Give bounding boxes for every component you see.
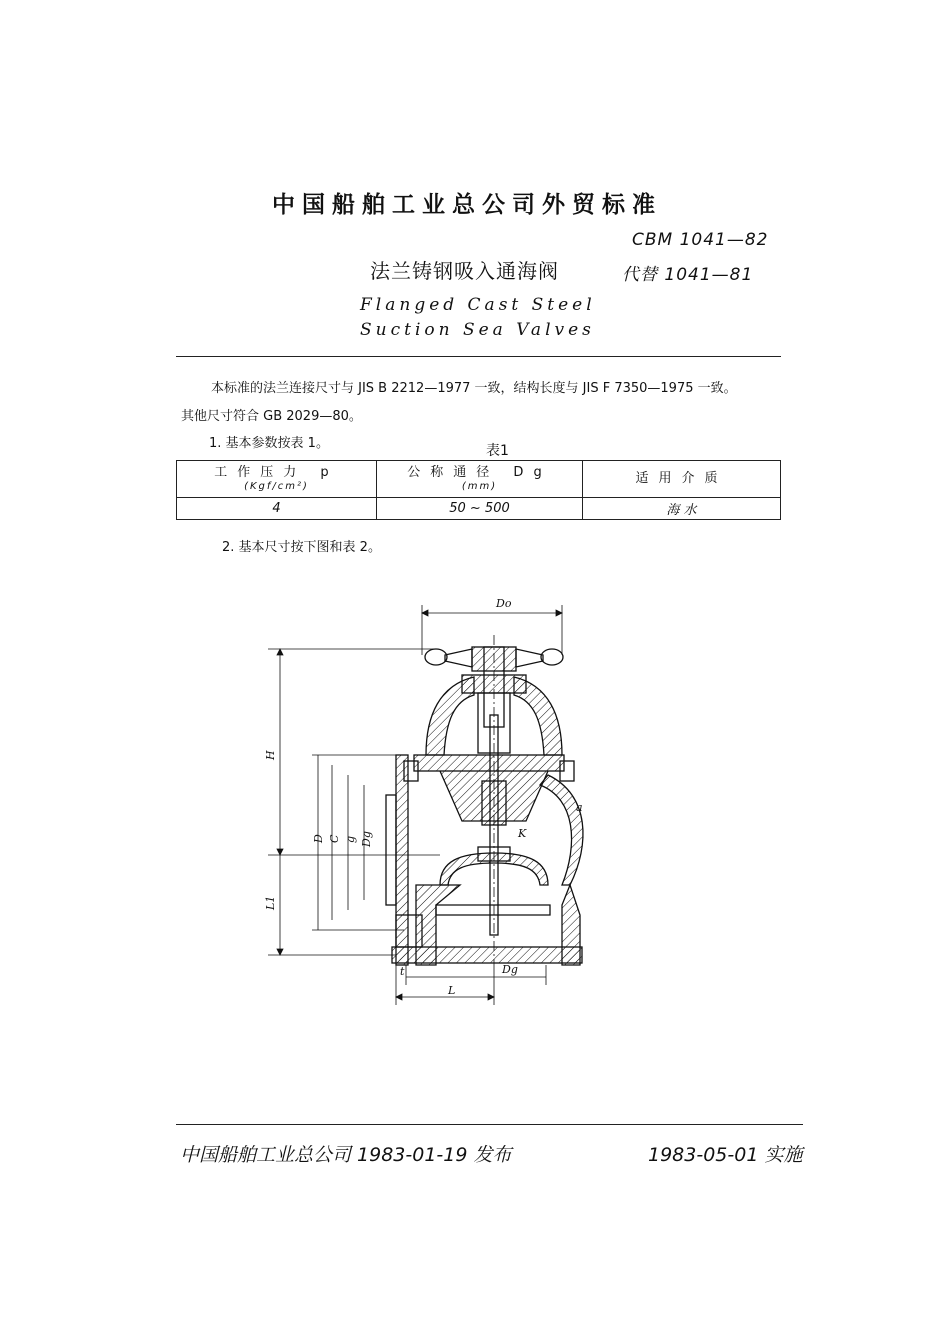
header-divider [176,356,781,357]
standard-number: CBM 1041—82 [632,230,769,250]
label-H: H [264,750,277,760]
footer-divider [176,1124,803,1125]
stuffing-box [482,781,506,825]
label-L1: L1 [264,895,277,910]
parameter-table [176,460,781,520]
clause-2: 2. 基本尺寸按下图和表 2。 [222,540,381,555]
label-a: a [576,801,583,814]
cell-medium-value: 海 水 [583,498,781,520]
table-row [177,498,781,520]
label-g: g [344,835,357,843]
label-D: D [312,834,325,843]
organization-title: 中国船舶工业总公司外贸标准 [272,192,662,218]
header-diameter-unit: (mm) [461,481,498,492]
label-K: K [518,827,527,840]
table-1-caption: 表1 [486,443,509,459]
label-Do: Do [496,597,512,610]
effective-date: 1983-05-01 实施 [648,1144,803,1166]
header-pressure-label: 工作压力 p [214,465,339,480]
header-diameter-label: 公称通径 Dg [407,465,552,480]
header-medium-label: 适用介质 [635,471,728,486]
label-Dg-bottom: Dg [502,963,518,976]
label-Dg: Dg [360,831,373,847]
cell-pressure-value: 4 [177,498,377,520]
table-header-row [177,461,781,498]
handwheel [425,647,563,671]
header-cell-medium [583,461,781,498]
header-cell-diameter [377,461,583,498]
cell-diameter-range: 50 ~ 500 [377,498,583,520]
valve-drawing [240,585,640,1025]
document-title-en-line2: Suction Sea Valves [360,320,595,340]
label-t: t [400,965,405,978]
intro-paragraph-line1: 本标准的法兰连接尺寸与 JIS B 2212—1977 一致，结构长度与 JIS F 7350—1975 一致。 [211,381,737,396]
document-title-en-line1: Flanged Cast Steel [360,295,596,315]
document-title-cn: 法兰铸钢吸入通海阀 [370,259,559,283]
label-L: L [448,984,456,997]
clause-1: 1. 基本参数按表 1。 [209,436,329,451]
intro-paragraph-line2: 其他尺寸符合 GB 2029—80。 [181,409,362,424]
label-C: C [328,834,341,843]
header-cell-pressure [177,461,377,498]
replaces-standard: 代替 1041—81 [622,265,754,285]
inlet-flange [386,755,408,965]
header-pressure-unit: (Kgf/cm²) [244,481,309,492]
issue-date: 中国船舶工业总公司 1983-01-19 发布 [180,1144,512,1166]
